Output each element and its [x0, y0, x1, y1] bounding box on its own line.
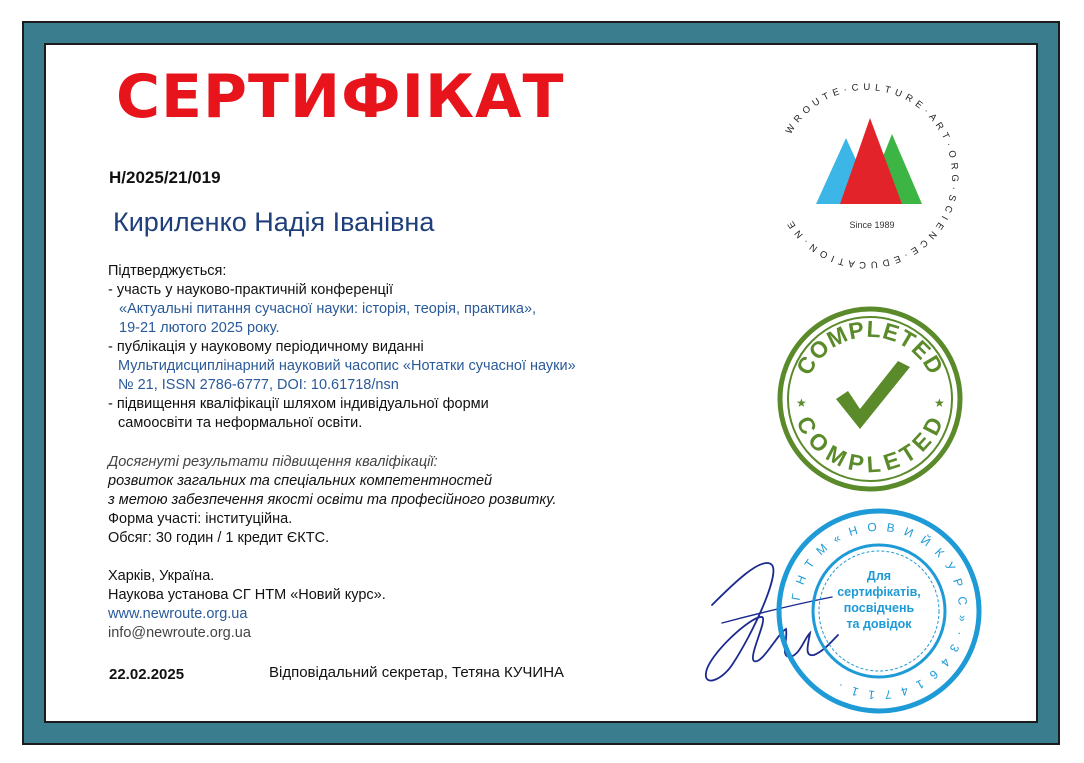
- conference-title: «Актуальні питання сучасної науки: історія, теорія, практика»,: [119, 301, 537, 317]
- stamp-bottom-text: COMPLETED: [791, 411, 949, 478]
- journal-title: Мультидисциплінарний науковий часопис «Нотатки сучасної науки»: [118, 358, 576, 374]
- results-line-1: розвиток загальних та спеціальних компетентностей: [108, 473, 493, 489]
- conference-dates: 19-21 лютого 2025 року.: [119, 320, 280, 336]
- blue-stamp-line-2: сертифікатів,: [837, 585, 921, 599]
- stamp-star-left-icon: ★: [796, 396, 807, 410]
- certificate-body: [108, 262, 576, 643]
- secretary-line: Відповідальний секретар, Тетяна КУЧИНА: [269, 664, 565, 681]
- checkmark-icon: [836, 361, 910, 429]
- certificate-number: Н/2025/21/019: [109, 168, 221, 187]
- qualification-line-2: самоосвіти та неформальної освіти.: [118, 415, 363, 431]
- publication-line: - публікація у науковому періодичному виданні: [108, 339, 424, 355]
- stamp-star-right-icon: ★: [934, 396, 945, 410]
- recipient-name: Кириленко Надія Іванівна: [113, 207, 435, 237]
- journal-issn: № 21, ISSN 2786-6777, DOI: 10.61718/nsn: [118, 377, 399, 393]
- results-line-2: з метою забезпечення якості освіти та професійного розвитку.: [108, 492, 557, 508]
- stamp-top-text: COMPLETED: [790, 315, 950, 380]
- organization-stamp: [776, 508, 982, 714]
- confirm-line: Підтверджується:: [108, 263, 227, 279]
- participation-form: Форма участі: інституційна.: [108, 511, 293, 527]
- email-link[interactable]: info@newroute.org.ua: [108, 625, 251, 641]
- website-link[interactable]: www.newroute.org.ua: [108, 606, 248, 622]
- blue-stamp-line-1: Для: [866, 569, 892, 583]
- issue-date: 22.02.2025: [109, 666, 185, 683]
- logo-since-text: Since 1989: [849, 220, 895, 230]
- completed-stamp: [770, 305, 970, 493]
- blue-stamp-line-4: та довідок: [846, 617, 912, 631]
- results-heading: Досягнуті результати підвищення кваліфікації:: [108, 454, 438, 470]
- volume-line: Обсяг: 30 годин / 1 кредит ЄКТС.: [108, 530, 330, 546]
- qualification-line: - підвищення кваліфікації шляхом індивідуальної форми: [108, 396, 489, 412]
- organization-logo: [752, 72, 980, 280]
- organization-line: Наукова установа СГ НТМ «Новий курс».: [108, 587, 386, 603]
- blue-stamp-ring-text: Г Н Т М « Н О В И Й К У Р С » · 3 4 6 1 4 7 1 1 ·: [788, 519, 971, 703]
- conference-line: - участь у науково-практичній конференції: [108, 282, 394, 298]
- blue-stamp-line-3: посвідчень: [843, 601, 915, 615]
- logo-ring-text: W R O U T E · C U L T U R E · A R T · O R G · S C I E N C E · E D U C A T I O N · N E: [783, 81, 961, 271]
- city-line: Харків, Україна.: [108, 568, 215, 584]
- certificate-title: СЕРТИФІКАТ: [116, 62, 565, 132]
